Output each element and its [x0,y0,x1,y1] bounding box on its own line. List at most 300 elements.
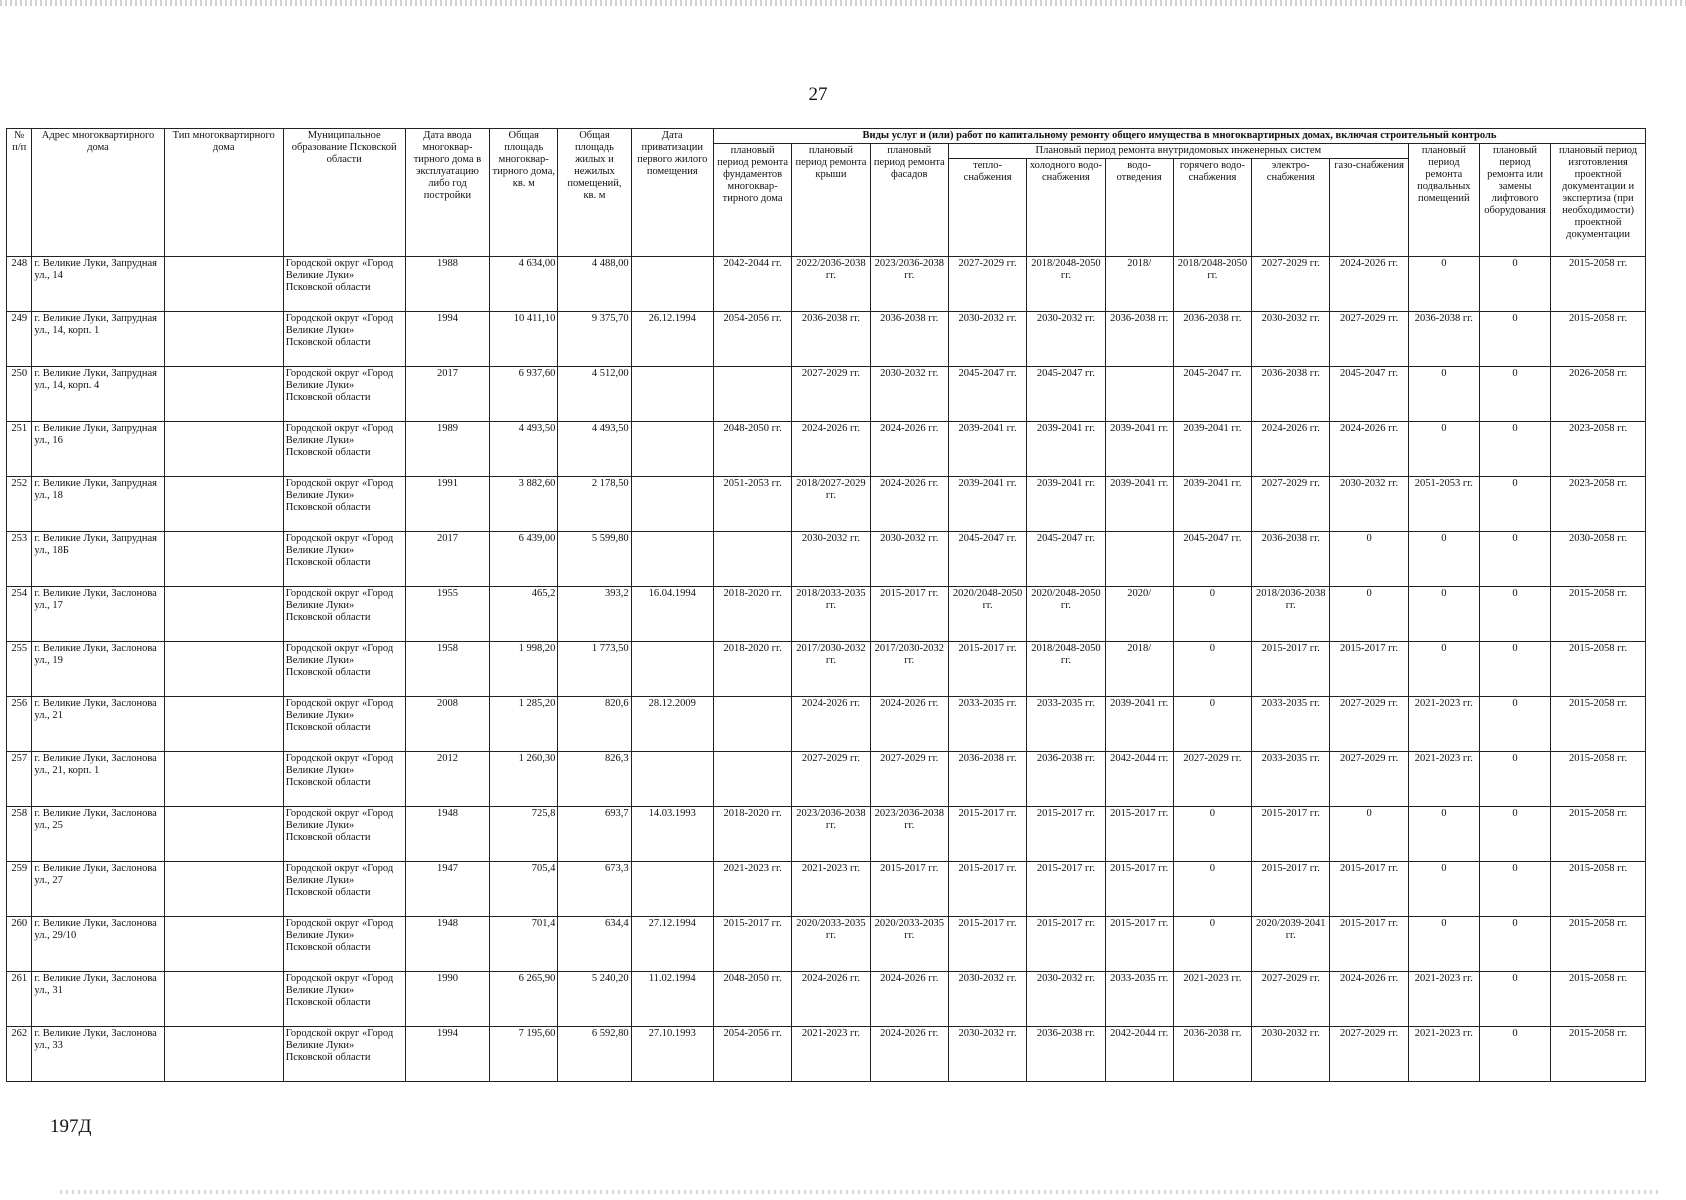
cell-address: г. Великие Луки, Запрудная ул., 14, корп. 1 [32,312,164,367]
cell-address: г. Великие Луки, Запрудная ул., 16 [32,422,164,477]
cell-lift: 0 [1479,752,1550,807]
cell-design: 2015-2058 гг. [1551,587,1646,642]
cell-total-area: 6 439,00 [490,532,558,587]
cell-cold-water: 2018/2048-2050 гг. [1027,257,1105,312]
cell-address: г. Великие Луки, Заслонова ул., 31 [32,972,164,1027]
cell-cold-water: 2015-2017 гг. [1027,807,1105,862]
cell-type [164,752,283,807]
cell-lift: 0 [1479,972,1550,1027]
cell-gas: 2015-2017 гг. [1330,642,1408,697]
cell-num: 253 [7,532,32,587]
cell-electric: 2027-2029 гг. [1252,972,1330,1027]
cell-foundation [713,752,791,807]
cell-roof: 2017/2030-2032 гг. [792,642,870,697]
cell-basement: 2021-2023 гг. [1408,972,1479,1027]
cell-facade: 2030-2032 гг. [870,532,948,587]
cell-privatization-date [631,422,713,477]
cell-basement: 0 [1408,642,1479,697]
cell-sewer: 2039-2041 гг. [1105,697,1173,752]
table-row [7,587,1646,642]
cell-privatization-date: 14.03.1993 [631,807,713,862]
cell-basement: 2036-2038 гг. [1408,312,1479,367]
cell-electric: 2033-2035 гг. [1252,697,1330,752]
cell-design: 2023-2058 гг. [1551,477,1646,532]
cell-year: 2008 [405,697,489,752]
header-lift: плановый период ремонта или замены лифтового оборудования [1479,144,1550,257]
cell-gas: 2015-2017 гг. [1330,917,1408,972]
cell-living-area: 4 512,00 [558,367,631,422]
cell-year: 2017 [405,367,489,422]
cell-hot-water: 2036-2038 гг. [1173,1027,1251,1082]
cell-foundation: 2018-2020 гг. [713,807,791,862]
cell-facade: 2024-2026 гг. [870,972,948,1027]
cell-num: 262 [7,1027,32,1082]
cell-municipality: Городской округ «Город Великие Луки» Псковской области [283,587,405,642]
cell-living-area: 2 178,50 [558,477,631,532]
cell-heat: 2030-2032 гг. [948,972,1026,1027]
cell-sewer: 2015-2017 гг. [1105,862,1173,917]
cell-roof: 2024-2026 гг. [792,972,870,1027]
cell-total-area: 6 937,60 [490,367,558,422]
cell-address: г. Великие Луки, Заслонова ул., 21 [32,697,164,752]
cell-heat: 2015-2017 гг. [948,807,1026,862]
cell-type [164,587,283,642]
cell-year: 1948 [405,917,489,972]
cell-electric: 2024-2026 гг. [1252,422,1330,477]
cell-roof: 2021-2023 гг. [792,862,870,917]
cell-hot-water: 0 [1173,862,1251,917]
cell-privatization-date: 28.12.2009 [631,697,713,752]
cell-gas: 0 [1330,532,1408,587]
cell-num: 252 [7,477,32,532]
cell-sewer: 2039-2041 гг. [1105,422,1173,477]
scan-edge-bottom [60,1190,1660,1194]
cell-hot-water: 2039-2041 гг. [1173,477,1251,532]
cell-sewer: 2018/ [1105,257,1173,312]
header-address: Адрес многоквартирного дома [32,129,164,257]
header-type: Тип многоквартирного дома [164,129,283,257]
header-facade: плановый период ремонта фасадов [870,144,948,257]
cell-cold-water: 2045-2047 гг. [1027,532,1105,587]
cell-hot-water: 0 [1173,587,1251,642]
cell-address: г. Великие Луки, Запрудная ул., 18 [32,477,164,532]
cell-address: г. Великие Луки, Запрудная ул., 18Б [32,532,164,587]
cell-gas: 2015-2017 гг. [1330,862,1408,917]
cell-electric: 2036-2038 гг. [1252,367,1330,422]
cell-heat: 2045-2047 гг. [948,532,1026,587]
cell-design: 2015-2058 гг. [1551,1027,1646,1082]
cell-lift: 0 [1479,807,1550,862]
header-design: плановый период изготовления проектной документации и экспертиза (при необходимости) проектной документации [1551,144,1646,257]
cell-electric: 2030-2032 гг. [1252,312,1330,367]
header-num: № п/п [7,129,32,257]
cell-facade: 2036-2038 гг. [870,312,948,367]
cell-design: 2023-2058 гг. [1551,422,1646,477]
cell-cold-water: 2036-2038 гг. [1027,752,1105,807]
cell-sewer: 2042-2044 гг. [1105,752,1173,807]
cell-heat: 2036-2038 гг. [948,752,1026,807]
cell-design: 2015-2058 гг. [1551,697,1646,752]
cell-municipality: Городской округ «Город Великие Луки» Псковской области [283,862,405,917]
cell-heat: 2039-2041 гг. [948,477,1026,532]
cell-cold-water: 2033-2035 гг. [1027,697,1105,752]
cell-total-area: 705,4 [490,862,558,917]
cell-facade: 2027-2029 гг. [870,752,948,807]
cell-year: 1994 [405,312,489,367]
cell-basement: 2051-2053 гг. [1408,477,1479,532]
cell-sewer: 2015-2017 гг. [1105,917,1173,972]
cell-address: г. Великие Луки, Запрудная ул., 14 [32,257,164,312]
cell-foundation: 2054-2056 гг. [713,312,791,367]
cell-living-area: 5 599,80 [558,532,631,587]
cell-address: г. Великие Луки, Запрудная ул., 14, корп. 4 [32,367,164,422]
table-row [7,972,1646,1027]
cell-hot-water: 0 [1173,697,1251,752]
cell-type [164,807,283,862]
cell-design: 2015-2058 гг. [1551,917,1646,972]
cell-sewer: 2036-2038 гг. [1105,312,1173,367]
cell-gas: 2027-2029 гг. [1330,1027,1408,1082]
cell-total-area: 701,4 [490,917,558,972]
cell-privatization-date [631,367,713,422]
cell-type [164,862,283,917]
header-municipality: Муниципальное образование Псковской области [283,129,405,257]
cell-year: 1994 [405,1027,489,1082]
cell-lift: 0 [1479,917,1550,972]
table-row [7,257,1646,312]
cell-year: 1948 [405,807,489,862]
cell-gas: 2027-2029 гг. [1330,312,1408,367]
cell-gas: 0 [1330,587,1408,642]
cell-roof: 2030-2032 гг. [792,532,870,587]
cell-heat: 2015-2017 гг. [948,862,1026,917]
cell-type [164,477,283,532]
cell-roof: 2023/2036-2038 гг. [792,807,870,862]
cell-cold-water: 2020/2048-2050 гг. [1027,587,1105,642]
cell-total-area: 7 195,60 [490,1027,558,1082]
cell-electric: 2027-2029 гг. [1252,257,1330,312]
cell-lift: 0 [1479,697,1550,752]
cell-total-area: 3 882,60 [490,477,558,532]
cell-design: 2015-2058 гг. [1551,257,1646,312]
cell-living-area: 1 773,50 [558,642,631,697]
cell-privatization-date: 27.12.1994 [631,917,713,972]
table-row [7,532,1646,587]
cell-gas: 2024-2026 гг. [1330,257,1408,312]
cell-num: 248 [7,257,32,312]
cell-roof: 2027-2029 гг. [792,367,870,422]
cell-privatization-date: 11.02.1994 [631,972,713,1027]
cell-heat: 2030-2032 гг. [948,312,1026,367]
cell-facade: 2024-2026 гг. [870,1027,948,1082]
cell-facade: 2017/2030-2032 гг. [870,642,948,697]
cell-basement: 0 [1408,587,1479,642]
cell-heat: 2033-2035 гг. [948,697,1026,752]
table-row [7,1027,1646,1082]
header-privatization-date: Дата приватизации первого жилого помещения [631,129,713,257]
cell-foundation: 2018-2020 гг. [713,587,791,642]
cell-total-area: 4 634,00 [490,257,558,312]
cell-total-area: 10 411,10 [490,312,558,367]
cell-foundation: 2042-2044 гг. [713,257,791,312]
cell-basement: 2021-2023 гг. [1408,1027,1479,1082]
cell-foundation: 2051-2053 гг. [713,477,791,532]
header-cold-water: холодного водо-снабжения [1027,159,1105,257]
cell-year: 1988 [405,257,489,312]
cell-total-area: 1 260,30 [490,752,558,807]
cell-lift: 0 [1479,477,1550,532]
cell-num: 257 [7,752,32,807]
cell-municipality: Городской округ «Город Великие Луки» Псковской области [283,807,405,862]
cell-sewer [1105,367,1173,422]
table-row [7,642,1646,697]
cell-living-area: 6 592,80 [558,1027,631,1082]
cell-sewer: 2020/ [1105,587,1173,642]
cell-heat: 2045-2047 гг. [948,367,1026,422]
cell-num: 259 [7,862,32,917]
cell-lift: 0 [1479,642,1550,697]
cell-year: 1958 [405,642,489,697]
cell-facade: 2030-2032 гг. [870,367,948,422]
cell-cold-water: 2039-2041 гг. [1027,422,1105,477]
cell-total-area: 1 998,20 [490,642,558,697]
cell-roof: 2018/2033-2035 гг. [792,587,870,642]
cell-privatization-date [631,477,713,532]
cell-municipality: Городской округ «Город Великие Луки» Псковской области [283,367,405,422]
cell-foundation [713,532,791,587]
cell-electric: 2015-2017 гг. [1252,642,1330,697]
cell-address: г. Великие Луки, Заслонова ул., 25 [32,807,164,862]
cell-privatization-date: 27.10.1993 [631,1027,713,1082]
table-row [7,312,1646,367]
cell-living-area: 673,3 [558,862,631,917]
cell-facade: 2023/2036-2038 гг. [870,257,948,312]
cell-roof: 2024-2026 гг. [792,697,870,752]
scan-edge-top [0,0,1686,6]
cell-foundation: 2015-2017 гг. [713,917,791,972]
cell-sewer: 2042-2044 гг. [1105,1027,1173,1082]
cell-municipality: Городской округ «Город Великие Луки» Псковской области [283,477,405,532]
cell-address: г. Великие Луки, Заслонова ул., 19 [32,642,164,697]
cell-gas: 2024-2026 гг. [1330,422,1408,477]
cell-living-area: 5 240,20 [558,972,631,1027]
table-row [7,807,1646,862]
cell-facade: 2020/2033-2035 гг. [870,917,948,972]
cell-type [164,642,283,697]
cell-year: 2017 [405,532,489,587]
cell-electric: 2033-2035 гг. [1252,752,1330,807]
cell-hot-water: 2045-2047 гг. [1173,367,1251,422]
cell-num: 254 [7,587,32,642]
document-code: 197Д [50,1116,92,1137]
cell-municipality: Городской округ «Город Великие Луки» Псковской области [283,972,405,1027]
cell-lift: 0 [1479,532,1550,587]
cell-roof: 2024-2026 гг. [792,422,870,477]
cell-municipality: Городской округ «Город Великие Луки» Псковской области [283,532,405,587]
header-year: Дата ввода многоквар-тирного дома в эксплуатацию либо год постройки [405,129,489,257]
cell-municipality: Городской округ «Город Великие Луки» Псковской области [283,642,405,697]
cell-hot-water: 2039-2041 гг. [1173,422,1251,477]
cell-design: 2015-2058 гг. [1551,807,1646,862]
cell-sewer: 2015-2017 гг. [1105,807,1173,862]
cell-electric: 2027-2029 гг. [1252,477,1330,532]
cell-electric: 2030-2032 гг. [1252,1027,1330,1082]
cell-privatization-date [631,642,713,697]
cell-municipality: Городской округ «Город Великие Луки» Псковской области [283,1027,405,1082]
cell-basement: 0 [1408,862,1479,917]
cell-foundation: 2021-2023 гг. [713,862,791,917]
cell-living-area: 9 375,70 [558,312,631,367]
cell-num: 251 [7,422,32,477]
cell-foundation: 2018-2020 гг. [713,642,791,697]
cell-design: 2015-2058 гг. [1551,862,1646,917]
cell-num: 258 [7,807,32,862]
cell-heat: 2027-2029 гг. [948,257,1026,312]
cell-hot-water: 2021-2023 гг. [1173,972,1251,1027]
cell-num: 250 [7,367,32,422]
cell-privatization-date [631,532,713,587]
header-works-group: Виды услуг и (или) работ по капитальному ремонту общего имущества в многоквартирных домах, включая строительный контроль [713,129,1645,144]
cell-total-area: 465,2 [490,587,558,642]
cell-cold-water: 2015-2017 гг. [1027,917,1105,972]
cell-municipality: Городской округ «Город Великие Луки» Псковской области [283,422,405,477]
cell-electric: 2036-2038 гг. [1252,532,1330,587]
cell-num: 260 [7,917,32,972]
cell-cold-water: 2015-2017 гг. [1027,862,1105,917]
cell-num: 255 [7,642,32,697]
cell-type [164,312,283,367]
cell-heat: 2015-2017 гг. [948,917,1026,972]
cell-roof: 2021-2023 гг. [792,1027,870,1082]
cell-living-area: 820,6 [558,697,631,752]
cell-type [164,257,283,312]
cell-privatization-date: 16.04.1994 [631,587,713,642]
cell-municipality: Городской округ «Город Великие Луки» Псковской области [283,752,405,807]
cell-lift: 0 [1479,1027,1550,1082]
cell-type [164,422,283,477]
cell-facade: 2015-2017 гг. [870,862,948,917]
cell-cold-water: 2030-2032 гг. [1027,312,1105,367]
cell-roof: 2036-2038 гг. [792,312,870,367]
cell-address: г. Великие Луки, Заслонова ул., 29/10 [32,917,164,972]
cell-sewer: 2039-2041 гг. [1105,477,1173,532]
cell-hot-water: 2036-2038 гг. [1173,312,1251,367]
cell-municipality: Городской округ «Город Великие Луки» Псковской области [283,697,405,752]
cell-type [164,917,283,972]
cell-total-area: 1 285,20 [490,697,558,752]
cell-cold-water: 2036-2038 гг. [1027,1027,1105,1082]
table-row [7,697,1646,752]
cell-gas: 2027-2029 гг. [1330,752,1408,807]
cell-heat: 2039-2041 гг. [948,422,1026,477]
cell-year: 1955 [405,587,489,642]
cell-type [164,1027,283,1082]
cell-living-area: 4 493,50 [558,422,631,477]
cell-type [164,532,283,587]
cell-total-area: 4 493,50 [490,422,558,477]
cell-type [164,367,283,422]
cell-address: г. Великие Луки, Заслонова ул., 17 [32,587,164,642]
cell-living-area: 393,2 [558,587,631,642]
cell-electric: 2015-2017 гг. [1252,862,1330,917]
cell-heat: 2030-2032 гг. [948,1027,1026,1082]
cell-year: 1990 [405,972,489,1027]
cell-hot-water: 2018/2048-2050 гг. [1173,257,1251,312]
cell-lift: 0 [1479,587,1550,642]
cell-roof: 2018/2027-2029 гг. [792,477,870,532]
cell-hot-water: 0 [1173,807,1251,862]
header-roof: плановый период ремонта крыши [792,144,870,257]
cell-lift: 0 [1479,422,1550,477]
cell-year: 1989 [405,422,489,477]
cell-sewer [1105,532,1173,587]
cell-basement: 0 [1408,422,1479,477]
cell-living-area: 826,3 [558,752,631,807]
cell-cold-water: 2045-2047 гг. [1027,367,1105,422]
cell-sewer: 2018/ [1105,642,1173,697]
header-gas: газо-снабжения [1330,159,1408,257]
cell-total-area: 6 265,90 [490,972,558,1027]
header-foundation: плановый период ремонта фундаментов многоквар-тирного дома [713,144,791,257]
cell-hot-water: 2045-2047 гг. [1173,532,1251,587]
cell-lift: 0 [1479,367,1550,422]
table-row [7,917,1646,972]
cell-design: 2015-2058 гг. [1551,972,1646,1027]
cell-electric: 2018/2036-2038 гг. [1252,587,1330,642]
cell-facade: 2024-2026 гг. [870,477,948,532]
cell-living-area: 634,4 [558,917,631,972]
cell-heat: 2020/2048-2050 гг. [948,587,1026,642]
cell-address: г. Великие Луки, Заслонова ул., 27 [32,862,164,917]
cell-facade: 2024-2026 гг. [870,422,948,477]
cell-municipality: Городской округ «Город Великие Луки» Псковской области [283,917,405,972]
cell-cold-water: 2030-2032 гг. [1027,972,1105,1027]
header-sewer: водо-отведения [1105,159,1173,257]
cell-design: 2015-2058 гг. [1551,752,1646,807]
cell-privatization-date [631,752,713,807]
cell-electric: 2020/2039-2041 гг. [1252,917,1330,972]
cell-basement: 2021-2023 гг. [1408,697,1479,752]
cell-facade: 2015-2017 гг. [870,587,948,642]
header-electric: электро-снабжения [1252,159,1330,257]
cell-lift: 0 [1479,257,1550,312]
cell-gas: 2027-2029 гг. [1330,697,1408,752]
header-systems-group: Плановый период ремонта внутридомовых инженерных систем [948,144,1408,159]
cell-year: 1947 [405,862,489,917]
cell-address: г. Великие Луки, Заслонова ул., 33 [32,1027,164,1082]
cell-privatization-date [631,862,713,917]
cell-heat: 2015-2017 гг. [948,642,1026,697]
cell-municipality: Городской округ «Город Великие Луки» Псковской области [283,257,405,312]
table-row [7,477,1646,532]
cell-basement: 0 [1408,257,1479,312]
cell-basement: 0 [1408,807,1479,862]
header-heat: тепло-снабжения [948,159,1026,257]
header-hot-water: горячего водо-снабжения [1173,159,1251,257]
repair-schedule-table [6,128,1646,1082]
cell-address: г. Великие Луки, Заслонова ул., 21, корп. 1 [32,752,164,807]
page-number: 27 [808,84,828,105]
cell-gas: 2024-2026 гг. [1330,972,1408,1027]
cell-facade: 2024-2026 гг. [870,697,948,752]
cell-living-area: 4 488,00 [558,257,631,312]
cell-roof: 2022/2036-2038 гг. [792,257,870,312]
table-row [7,367,1646,422]
cell-hot-water: 0 [1173,917,1251,972]
cell-basement: 0 [1408,917,1479,972]
header-living-area: Общая площадь жилых и нежилых помещений, кв. м [558,129,631,257]
cell-foundation: 2048-2050 гг. [713,422,791,477]
